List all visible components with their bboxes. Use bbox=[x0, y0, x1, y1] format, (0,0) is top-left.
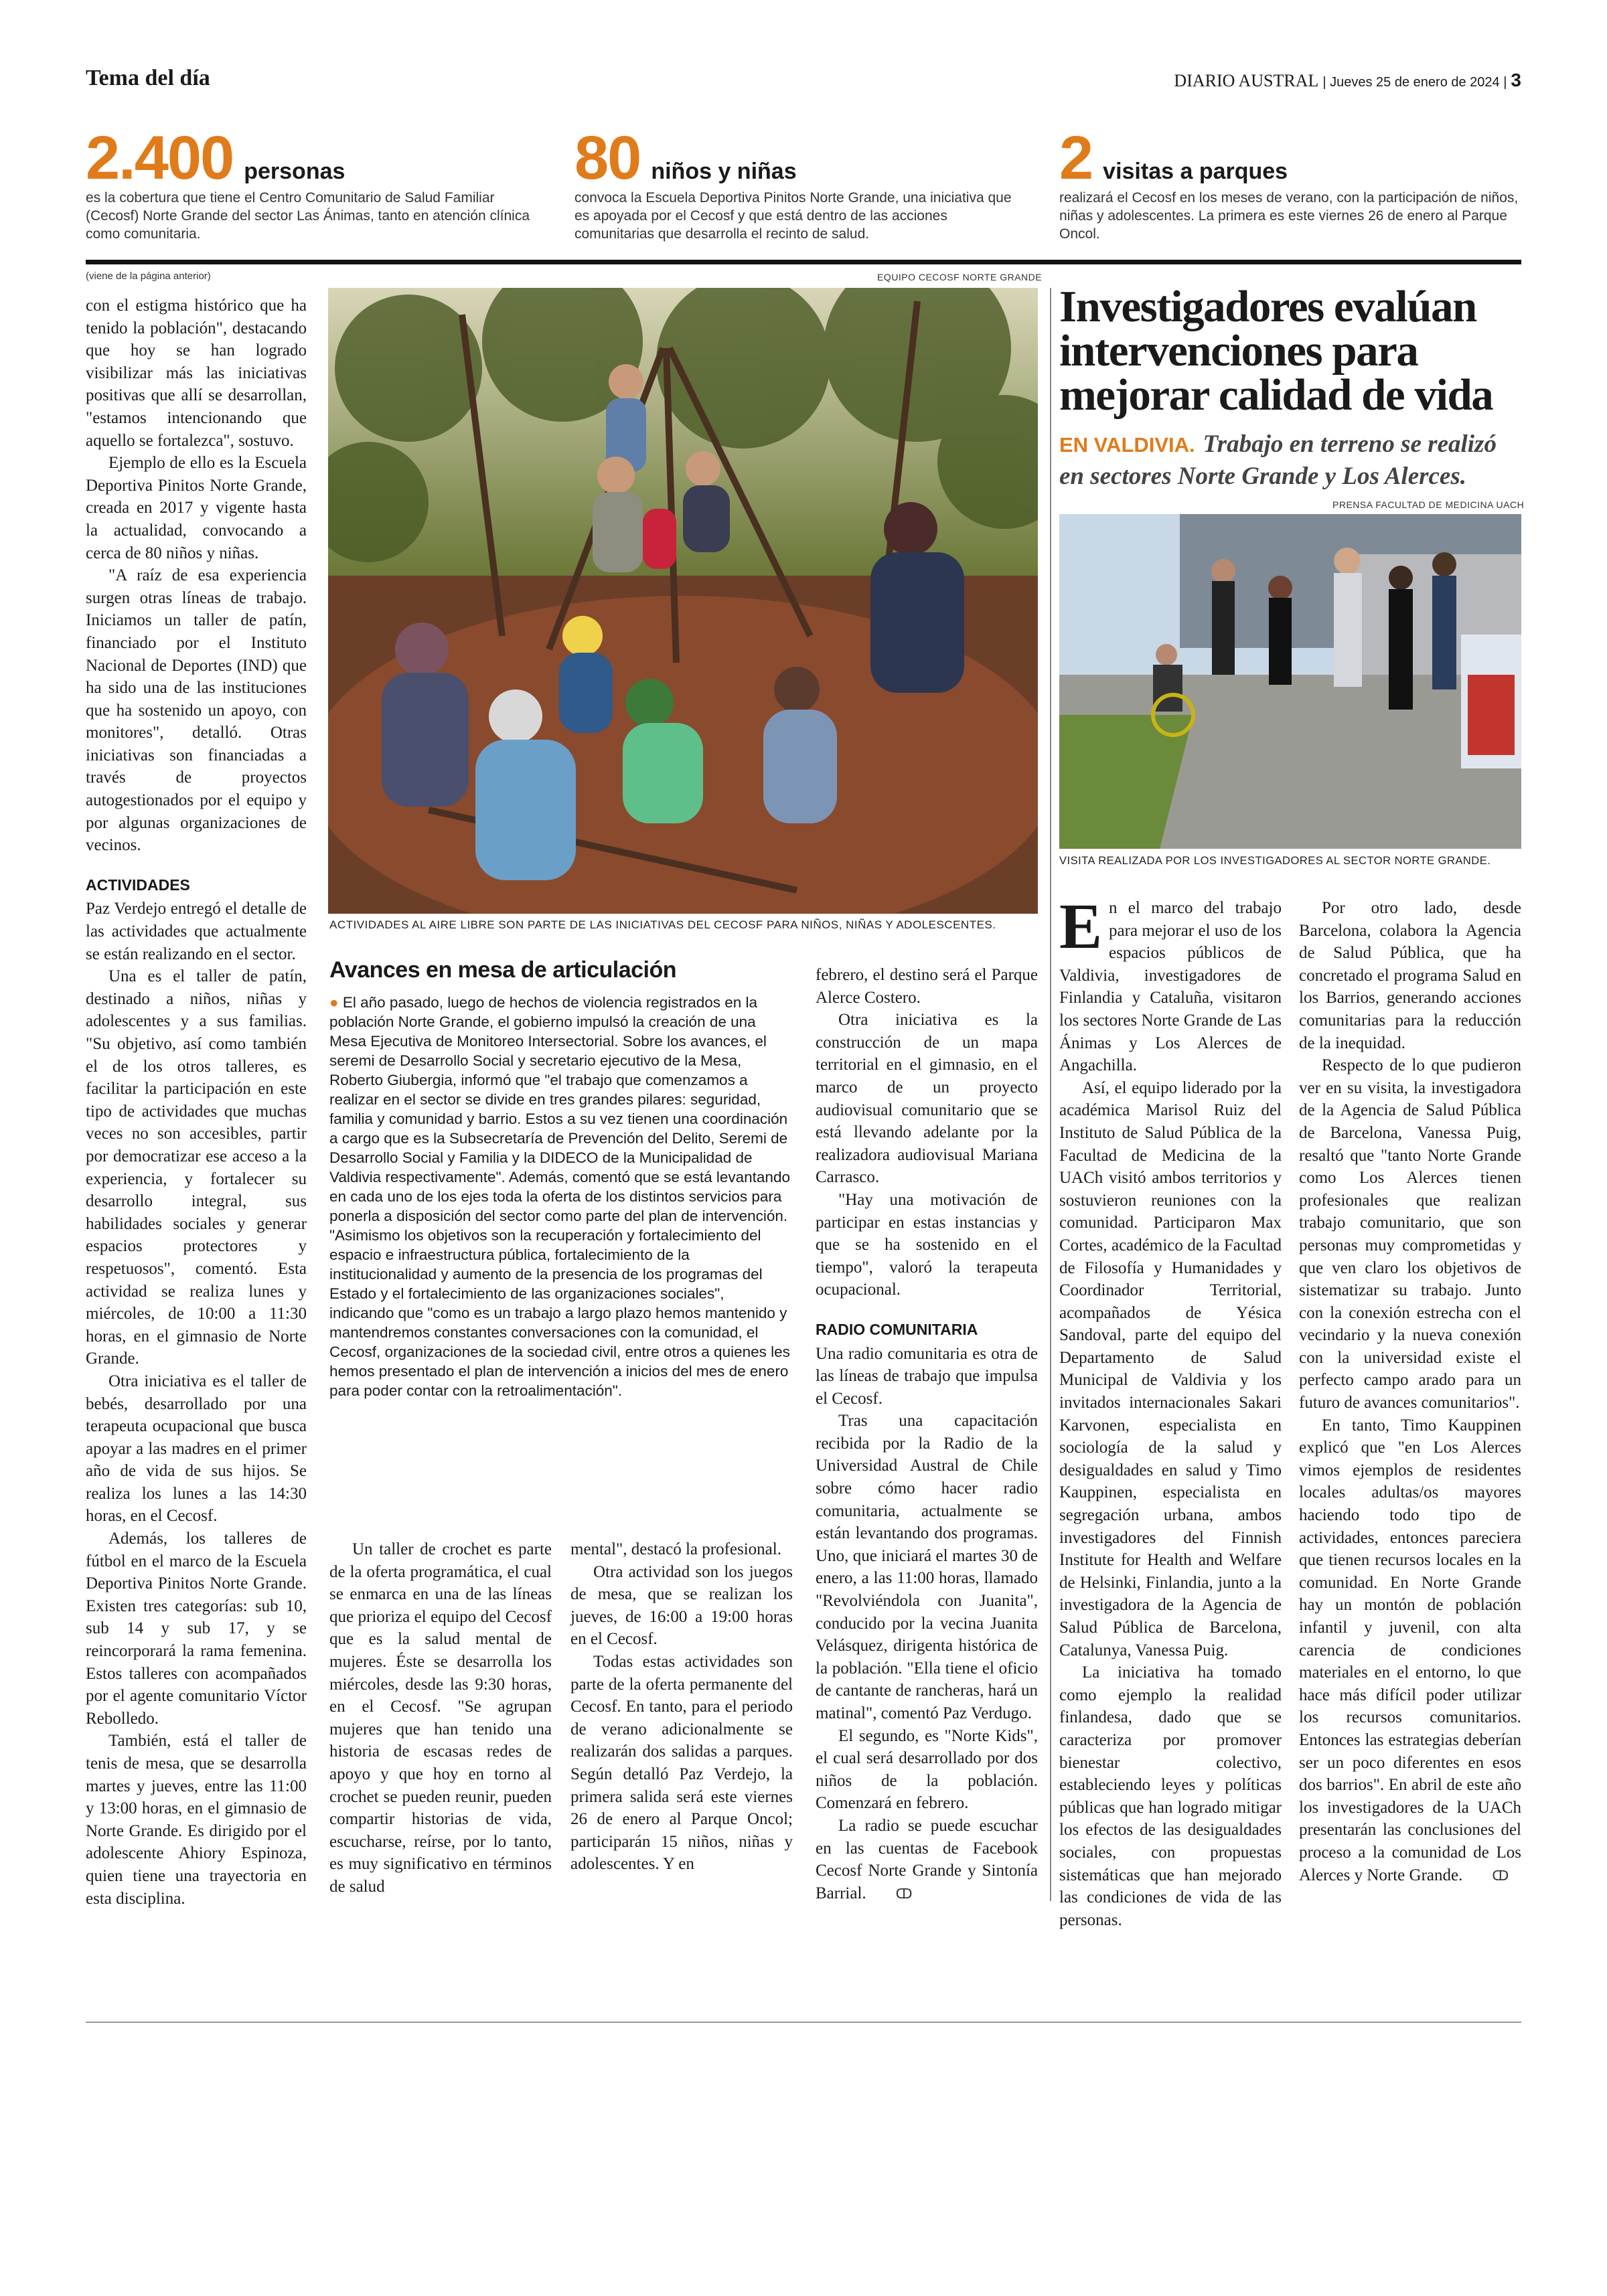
box-body: El año pasado, luego de hechos de violencia registrados en la población Norte Grande, el gobierno impulsó la creación de una Mesa Ejecutiva de Monitoreo Intersectorial. Sobre los avances, el seremi de Desarrollo Social y secretario ejecutivo de la Mesa, Roberto Giubergia, informó que "el trabajo que comenzamos a realizar en el sector se divide en tres grandes pilares: seguridad, familia y comunidad y barrio. Estos a su vez tienen una coordinación a cargo que es la Subsecretaría de Prevención del Delito, Seremi de Desarrollo Social y Familia y la DIDECO de la Municipalidad de Valdivia respectivamente". Además, comentó que se está levantando en cada uno de los ejes toda la oferta de los distintos servicios para ponerla a disposición del sector como parte del plan de intervención. "Asimismo los objetivos son la recuperación y fortalecimiento del espacio e infraestructura pública, fortalecimiento de la institucionalidad y aumento de la presencia de los programas del Estado y el fortalecimiento de las organizaciones sociales", indicando que "como es un trabajo a largo plazo hemos mantenido y mantendremos constantes conversaciones con la comunidad, el Cecosf, organizaciones de la sociedad civil, entre otros a quienes les hemos presentado el plan de intervención a inicios del mes de enero para poder contar con la retroalimentación". bbox=[329, 994, 790, 1399]
side-dek-block bbox=[1059, 428, 1521, 492]
side-dek: Trabajo en terreno se realizó en sectores Norte Grande y Los Alerces. bbox=[1059, 430, 1497, 490]
paragraph: También, está el taller de tenis de mesa, que se desarrolla martes y jueves, entre las 11:00 y 13:00 horas, en el gimnasio de Norte Grande. Es dirigido por el adolescente Ahiory Espinoza, quien tiene una trayectoria en esta disciplina. bbox=[86, 1732, 307, 1908]
paragraph: Ejemplo de ello es la Escuela Deportiva Pinitos Norte Grande, creada en 2017 y vigente hasta la actualidad, convocando a cerca de 80 niños y niñas. bbox=[86, 454, 307, 562]
photo-caption: ACTIVIDADES AL AIRE LIBRE SON PARTE DE LAS INICIATIVAS DEL CECOSF PARA NIÑOS, NIÑAS Y ADOLESCENTES. bbox=[329, 918, 996, 931]
paragraph: El segundo, es "Norte Kids", el cual será desarrollado por dos niños de la población. Comenzará en febrero. bbox=[816, 1726, 1038, 1813]
paragraph: Así, el equipo liderado por la académica Marisol Ruiz del Instituto de Salud Pública de la Facultad de Medicina de la UACh visitó ambos territorios y sostuvieron reuniones con la comunidad. Participaron Max Cortes, académico de la Facultad de Filosofía y Humanidades y Coordinador Territorial, acompañados de Yésica Sandoval, parte del equipo del Departamento de Salud Municipal de Valdivia y los invitados internacionales Sakari Karvonen, especialista en sociología de la salud y desigualdades en salud y Timo Kauppinen, especialista en segregación urbana, ambos investigadores del Finnish Institute for Health and Welfare de Helsinki, Finlandia, junto a la investigadora de la Agencia de Salud Pública de Barcelona, Catalunya, Vanessa Puig. bbox=[1059, 1078, 1282, 1659]
column-divider bbox=[1050, 288, 1051, 1901]
paragraph: "A raíz de esa experiencia surgen otras líneas de trabajo. Iniciamos un taller de patín, financiado por el Instituto Nacional de Deportes (IND) que ha sido una de las instituciones que ha sostenido un apoyo, con monitores", detalló. Otras iniciativas son financiadas a través de proyectos autogestionados por el equipo y por algunas organizaciones de vecinos. bbox=[86, 566, 307, 855]
paragraph: Paz Verdejo entregó el detalle de las actividades que actualmente se están realizando en el sector. bbox=[86, 900, 307, 963]
paragraph: mental", destacó la profesional. bbox=[570, 1540, 781, 1558]
end-of-story-icon: ↀ bbox=[895, 1885, 913, 1902]
paragraph: Todas estas actividades son parte de la oferta permanente del Cecosf. En tanto, para el periodo de verano adicionalmente se realizarán dos salidas a parques. Según detalló Paz Verdejo, la primera salida será este viernes 26 de enero al Parque Oncol; participarán 15 niños, niñas y adolescentes. Y en bbox=[570, 1652, 793, 1874]
paragraph: Otra actividad son los juegos de mesa, que se realizan los jueves, de 16:00 a 19:00 horas en el Cecosf. bbox=[570, 1562, 793, 1649]
paragraph: Una es el taller de patín, destinado a niños, niñas y adolescentes y a sus familias. "Su objetivo, así como también el de los otros talleres, es facilitar la participación en este tipo de actividades que muchas veces no son accesibles, partir por democratizar ese acceso a la experiencia, y fortalecer su desarrollo integral, sus habilidades sociales y generar espacios protectores y respetuosos", comentó. Esta actividad se realiza lunes y miércoles, de 10:00 a 11:30 horas, en el gimnasio de Norte Grande. bbox=[86, 967, 307, 1368]
paper-name: DIARIO AUSTRAL bbox=[1174, 71, 1319, 90]
top-rule bbox=[86, 260, 1521, 264]
side-kicker: EN VALDIVIA. bbox=[1059, 433, 1195, 457]
side-column-2 bbox=[1299, 897, 1521, 1887]
paragraph: Por otro lado, desde Barcelona, colabora la Agencia de Salud Pública, que ha concretado el programa Salud en los Barrios, generando acciones comunitarias para la reducción de la inequidad. bbox=[1299, 899, 1521, 1052]
paragraph: "Hay una motivación de participar en estas instancias y que se ha sostenido en el tiempo", valoró la terapeuta ocupacional. bbox=[816, 1190, 1038, 1299]
paragraph: Un taller de crochet es parte de la oferta programática, el cual se enmarca en una de las líneas que prioriza el equipo del Cecosf que es la salud mental de mujeres. Éste se desarrolla los miércoles, desde las 9:30 horas, en el Cecosf. "Se agrupan mujeres que han tenido una historia de escasas redes de apoyo y que hoy en torno al crochet se pueden reunir, pueden compartir historias de vida, escucharse, reírse, por lo tanto, es muy significativo en términos de salud bbox=[329, 1540, 552, 1896]
paragraph-text: En tanto, Timo Kauppinen explicó que "en Los Alerces vimos ejemplos de residentes locales adultas/os mayores haciendo todo tipo de actividades, entonces pareciera que tienen recursos locales en la comunidad. En Norte Grande hay un montón de población infantil y juvenil, con alta carencia de condiciones materiales en el entorno, lo que hace más difícil poder utilizar los recursos comunitarios. Entonces las estrategias deberían ser un poco diferentes en esos dos barrios". En abril de este año los investigadores de la UACh presentarán las conclusiones del proceso a la comunidad de Los Alerces y Norte Grande. bbox=[1299, 1416, 1521, 1884]
subhead-actividades: ACTIVIDADES bbox=[86, 876, 190, 894]
stat-description: es la cobertura que tiene el Centro Comunitario de Salud Familiar (Cecosf) Norte Grande del sector Las Ánimas, tanto en atención clínica como comunitaria. bbox=[86, 190, 530, 242]
page-number: 3 bbox=[1511, 70, 1521, 90]
paragraph: La iniciativa ha tomado como ejemplo la realidad finlandesa, dado que se caracteriza por promover bienestar colectivo, estableciendo leyes y políticas públicas que han logrado mitigar los efectos de las desigualdades sociales, con propuestas sistemáticas que han mejorado las condiciones de vida de las personas. bbox=[1059, 1663, 1282, 1929]
paragraph bbox=[1059, 890, 1282, 1077]
drop-cap: E bbox=[1059, 890, 1103, 962]
stat-number: 2 bbox=[1059, 124, 1093, 192]
paragraph: Otra iniciativa es la construcción de un mapa territorial en el gimnasio, en el marco de un proyecto audiovisual comunitario que se está llevando adelante por la realizadora audiovisual Mariana Carrasco. bbox=[816, 1011, 1038, 1187]
story-column-1 bbox=[86, 295, 307, 1910]
stat-number: 80 bbox=[575, 124, 641, 192]
side-column-1 bbox=[1059, 890, 1282, 1931]
visit-photo bbox=[1059, 514, 1521, 849]
stat-description: realizará el Cecosf en los meses de verano, con la participación de niños, niñas y adolescentes. La primera es este viernes 26 de enero al Parque Oncol. bbox=[1059, 190, 1519, 242]
section-title: Tema del día bbox=[86, 66, 210, 90]
stat-unit: personas bbox=[244, 159, 346, 184]
paragraph-text: La radio se puede escuchar en las cuentas de Facebook Cecosf Norte Grande y Sintonía Barrial. bbox=[816, 1816, 1038, 1902]
side-headline: Investigadores evalúan intervenciones para mejorar calidad de vida bbox=[1059, 282, 1493, 420]
paragraph: Otra iniciativa es el taller de bebés, desarrollado por una terapeuta ocupacional que busca apoyar a las madres en el primer año de vida de sus hijos. Se realiza los lunes a las 14:30 horas, en el Cecosf. bbox=[86, 1372, 307, 1526]
stat-block-1 bbox=[86, 124, 534, 243]
paragraph: Tras una capacitación recibida por la Radio de la Universidad Austral de Chile sobre cómo hacer radio comunitaria, actualmente se están levantando dos programas. Uno, que iniciará el martes 30 de enero, a las 11:00 horas, llamado "Revolviéndola con Juanita", conducido por la vecina Juanita Velásquez, dirigenta histórica de la población. "Ella tiene el oficio de cantante de rancheras, hará un matinal", comentó Paz Verdugo. bbox=[816, 1412, 1038, 1722]
side-photo-caption: VISITA REALIZADA POR LOS INVESTIGADORES AL SECTOR NORTE GRANDE. bbox=[1059, 855, 1491, 867]
paragraph: con el estigma histórico que ha tenido la población", destacando que hoy se han logrado visibilizar más las iniciativas positivas que allí se desarrollan, "estamos intencionando que aquello se fortalezca", sostuvo. bbox=[86, 297, 307, 450]
articulation-box bbox=[329, 957, 791, 1400]
stat-block-3 bbox=[1059, 124, 1521, 243]
stat-description: convoca la Escuela Deportiva Pinitos Norte Grande, una iniciativa que es apoyada por el Cecosf y que está dentro de las acciones comunitarias que desarrolla el recinto de salud. bbox=[575, 190, 1012, 242]
paragraph: Una radio comunitaria es otra de las líneas de trabajo que impulsa el Cecosf. bbox=[816, 1344, 1038, 1408]
paragraph: Respecto de lo que pudieron ver en su visita, la investigadora de la Agencia de Salud Pública de Barcelona, Vanessa Puig, resaltó que "tanto Norte Grande como Los Alerces tienen profesionales que realizan trabajo comunitario, que son personas muy comprometidas y que ven claro los objetivos de sistematizar su trabajo. Junto con la conexión estrecha con el vecindario y la nueva conexión con la universidad existe el perfecto campo arado para un futuro de avances comunitarios". bbox=[1299, 1056, 1521, 1412]
story-column-2 bbox=[329, 1538, 552, 1898]
paragraph: febrero, el destino será el Parque Alerce Costero. bbox=[816, 966, 1038, 1007]
paragraph: Además, los talleres de fútbol en el marco de la Escuela Deportiva Pinitos Norte Grande. Existen tres categorías: sub 10, sub 14 y sub 17, y se reincorporará la rama femenina. Estos talleres con acompañados por el agente comunitario Víctor Rebolledo. bbox=[86, 1530, 307, 1728]
activities-photo bbox=[328, 288, 1038, 914]
end-of-story-icon: ↀ bbox=[1492, 1867, 1509, 1884]
stat-unit: visitas a parques bbox=[1103, 159, 1288, 184]
box-title: Avances en mesa de articulación bbox=[329, 957, 677, 983]
paragraph-text: n el marco del trabajo para mejorar el uso de los espacios públicos de Valdivia, investigadores de Finlandia y Cataluña, visitaron los sectores Norte Grande de Las Ánimas y Los Alerces de Angachilla. bbox=[1059, 899, 1282, 1075]
bullet-icon: ● bbox=[329, 994, 339, 1011]
stat-unit: niños y niñas bbox=[651, 159, 797, 184]
continued-note: (viene de la página anterior) bbox=[86, 270, 211, 282]
masthead bbox=[1174, 70, 1521, 91]
photo-credit: EQUIPO CECOSF NORTE GRANDE bbox=[877, 272, 1043, 282]
subhead-radio: RADIO COMUNITARIA bbox=[816, 1320, 978, 1338]
stat-number: 2.400 bbox=[86, 124, 234, 192]
story-column-3 bbox=[570, 1538, 793, 1876]
issue-date: | Jueves 25 de enero de 2024 | bbox=[1322, 75, 1507, 90]
researchers-street-image bbox=[1059, 514, 1521, 849]
box-text bbox=[329, 993, 791, 1400]
forest-children-image bbox=[328, 288, 1038, 914]
story-column-4 bbox=[816, 964, 1038, 1905]
stat-block-2 bbox=[575, 124, 1030, 243]
bottom-rule bbox=[86, 2022, 1521, 2023]
paragraph bbox=[1299, 1414, 1521, 1887]
side-photo-credit: PRENSA FACULTAD DE MEDICINA UACH bbox=[1332, 499, 1525, 510]
paragraph bbox=[816, 1815, 1038, 1905]
